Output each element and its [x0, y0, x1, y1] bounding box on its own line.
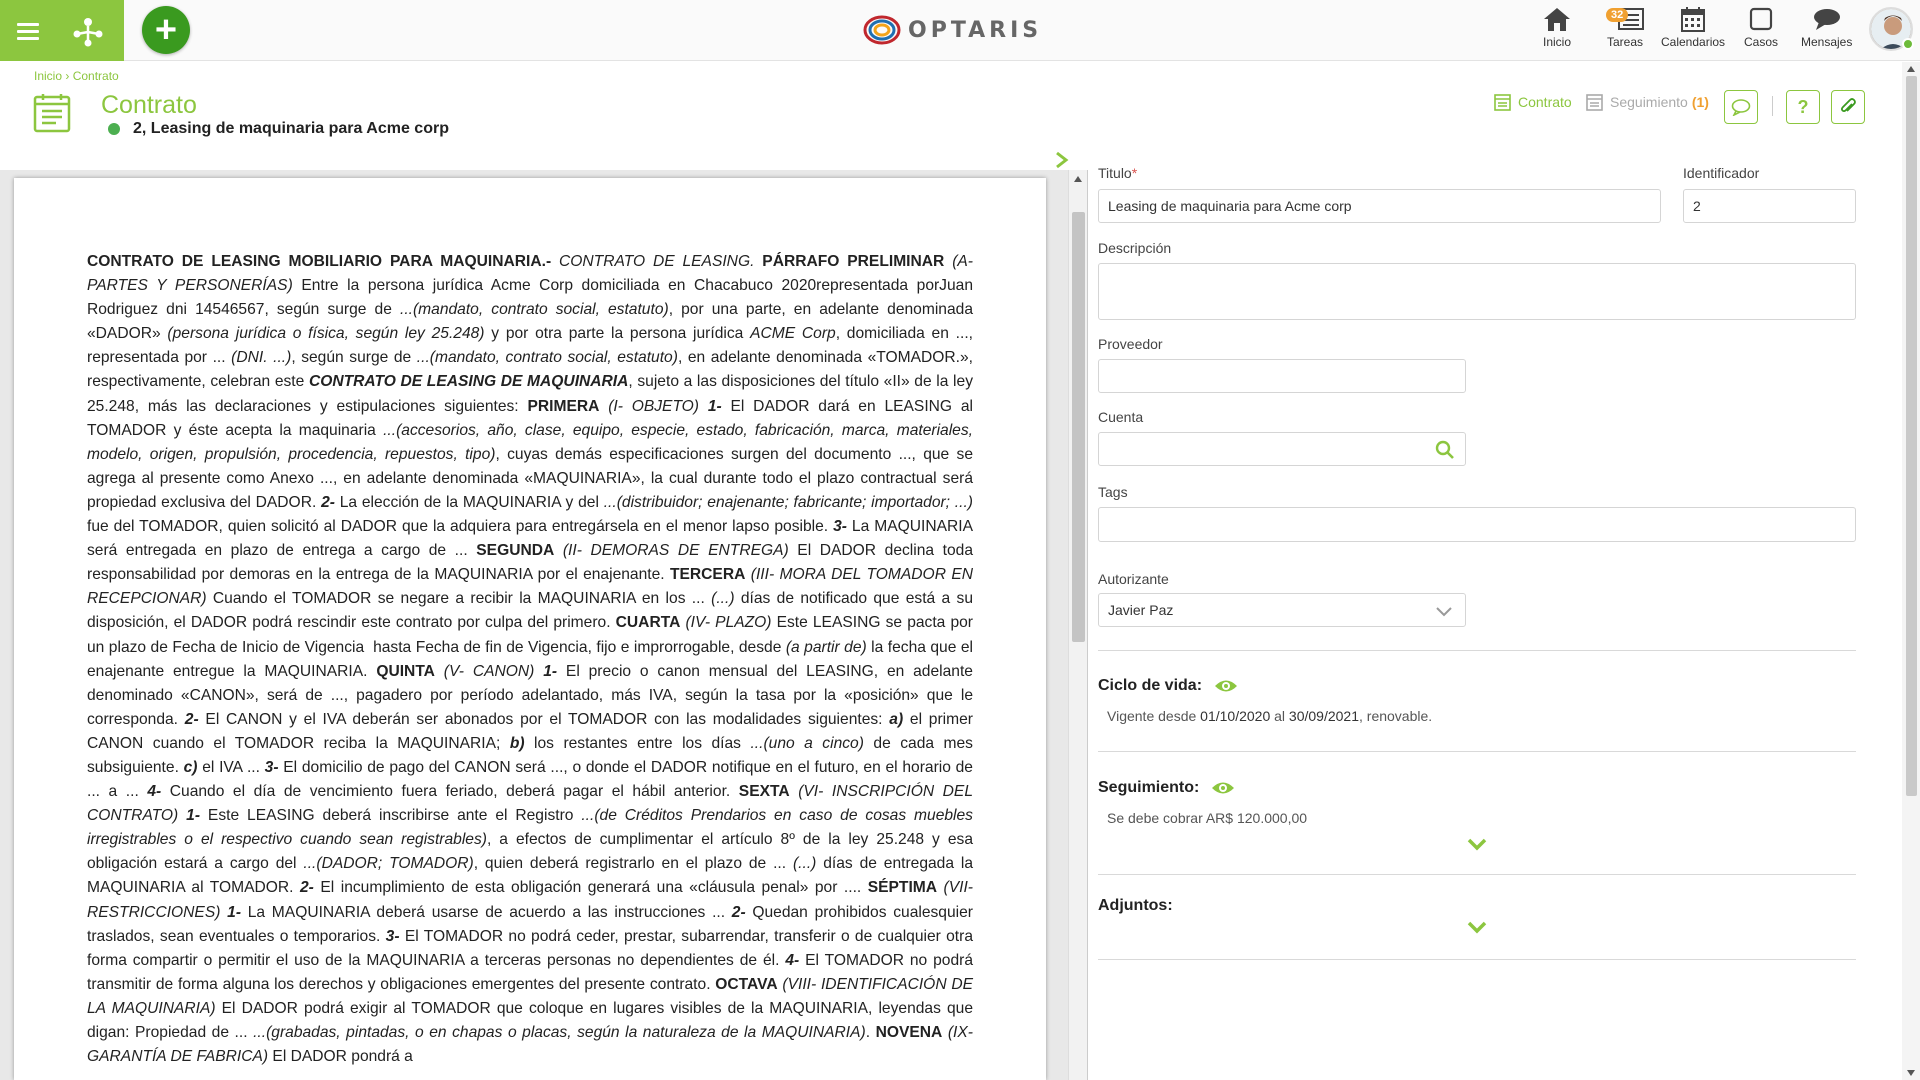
- identificador-input[interactable]: [1683, 189, 1856, 223]
- chevron-down-icon[interactable]: [1467, 838, 1487, 851]
- tasks-badge: 32: [1606, 8, 1628, 22]
- page-subtitle: [108, 120, 449, 138]
- nav-mensajes[interactable]: [1801, 6, 1852, 49]
- tab-count: (1): [1691, 94, 1709, 110]
- seguimiento-text: Se debe cobrar AR$ 120.000,00: [1107, 810, 1308, 826]
- hamburger-icon[interactable]: [0, 0, 56, 61]
- scroll-thumb[interactable]: [1906, 76, 1917, 796]
- nav-label: Calendarios: [1661, 35, 1726, 49]
- contract-icon: [1586, 93, 1603, 111]
- titulo-label: Titulo*: [1098, 165, 1138, 181]
- nav-casos[interactable]: [1744, 6, 1778, 49]
- section-title: Seguimiento:: [1098, 779, 1200, 796]
- nav-label: Inicio: [1543, 35, 1572, 49]
- chevron-down-icon: [1435, 606, 1453, 617]
- scroll-up-arrow[interactable]: [1907, 66, 1915, 72]
- calendar-icon: [1681, 6, 1705, 32]
- descripcion-textarea[interactable]: [1098, 263, 1856, 320]
- online-status-dot: [1902, 38, 1914, 50]
- scroll-up-arrow[interactable]: [1074, 176, 1082, 182]
- status-dot: [108, 123, 120, 135]
- nav-inicio[interactable]: [1543, 6, 1571, 49]
- breadcrumb-current[interactable]: Contrato: [72, 69, 119, 83]
- nav-label: Casos: [1744, 35, 1779, 49]
- plus-icon: +: [154, 9, 178, 51]
- proveedor-input[interactable]: [1098, 359, 1466, 393]
- add-button[interactable]: [142, 6, 190, 54]
- scroll-thumb[interactable]: [1072, 212, 1085, 642]
- eye-icon[interactable]: [1214, 678, 1238, 694]
- tab-label: Seguimiento: [1610, 94, 1688, 110]
- menu-block: [0, 0, 124, 61]
- document-viewer: [0, 170, 1068, 1080]
- search-icon[interactable]: [1435, 440, 1455, 460]
- cuenta-input[interactable]: [1098, 432, 1466, 466]
- app-name: OPTARIS: [908, 17, 1043, 43]
- divider: [1098, 650, 1856, 651]
- divider: [1098, 874, 1856, 875]
- cuenta-label: Cuenta: [1098, 409, 1144, 425]
- page-subtitle-text: 2, Leasing de maquinaria para Acme corp: [133, 120, 449, 137]
- nav-label: Mensajes: [1801, 35, 1853, 49]
- document-scrollbar[interactable]: [1068, 170, 1087, 1080]
- panel-divider: [1087, 170, 1088, 1080]
- document-page: [14, 178, 1046, 1080]
- section-title: Adjuntos:: [1098, 897, 1173, 914]
- proveedor-label: Proveedor: [1098, 336, 1163, 352]
- tags-label: Tags: [1098, 484, 1128, 500]
- comment-button[interactable]: [1724, 90, 1758, 124]
- tags-input[interactable]: [1098, 507, 1856, 542]
- page-title: Contrato: [101, 91, 197, 119]
- breadcrumb: [34, 69, 119, 83]
- contract-icon: [1494, 93, 1511, 111]
- nav-calendarios[interactable]: [1661, 6, 1725, 49]
- tab-label: Contrato: [1518, 94, 1572, 110]
- toolbar-divider: [1772, 96, 1773, 116]
- scroll-down-arrow[interactable]: [1907, 1070, 1915, 1076]
- chevron-down-icon[interactable]: [1467, 921, 1487, 934]
- chevron-right-icon[interactable]: [1054, 150, 1070, 170]
- autorizante-value: Javier Paz: [1108, 602, 1174, 618]
- divider: [1098, 959, 1856, 960]
- seguimiento-title: [1098, 779, 1235, 797]
- optaris-logo: [860, 10, 1042, 50]
- divider: [1098, 751, 1856, 752]
- help-icon: ?: [1797, 96, 1809, 117]
- org-tree-icon[interactable]: [56, 0, 120, 61]
- titulo-value: Leasing de maquinaria para Acme corp: [1108, 198, 1352, 214]
- descripcion-label: Descripción: [1098, 240, 1172, 256]
- identificador-label: Identificador: [1683, 165, 1760, 181]
- tab-contrato[interactable]: [1494, 93, 1572, 111]
- tab-seguimiento[interactable]: [1586, 93, 1709, 111]
- breadcrumb-home[interactable]: Inicio: [34, 69, 63, 83]
- breadcrumb-separator: ›: [65, 69, 70, 83]
- ciclo-de-vida-text: Vigente desde 01/10/2020 al 30/09/2021, renovable.: [1107, 708, 1433, 724]
- autorizante-select[interactable]: [1098, 593, 1466, 627]
- page-scrollbar[interactable]: [1902, 62, 1920, 1080]
- section-title: Ciclo de vida:: [1098, 677, 1203, 694]
- titulo-input[interactable]: [1098, 189, 1661, 223]
- messages-icon: [1812, 6, 1842, 32]
- cases-icon: [1748, 6, 1774, 32]
- help-button[interactable]: [1786, 90, 1820, 124]
- attach-button[interactable]: [1831, 90, 1865, 124]
- contract-icon: [33, 93, 71, 133]
- home-icon: [1543, 6, 1571, 32]
- contract-text: CONTRATO DE LEASING MOBILIARIO PARA MAQUINARIA.- CONTRATO DE LEASING. PÁRRAFO PRELIMINAR (A-PARTES Y PERSONERÍAS) Entre la persona jurídica Acme Corp domiciliada en Chacabuco 2020representada porJuan Rodriguez dni 14546567, según surge de ...(mandato, contrato social, estatuto), por una parte, en adelante denominada «DADOR» (persona jurídica o física, según ley 25.248) y por otra parte la persona jurídica ACME Corp, domiciliada en ..., representada por ... (DNI. ...), según surge de ...(mandato, contrato social, estatuto), en adelante denominada «TOMADOR.», respectivamente, celebran este CONTRATO DE LEASING DE MAQUINARIA, sujeto a las disposiciones del título «II» de la ley 25.248, más las declaraciones y estipulaciones siguientes: PRIMERA (I- OBJETO) 1- El DADOR dará en LEASING al TOMADOR y éste acepta la maquinaria ...(accesorios, año, clase, equipo, especie, estado, fabricación, marca, materiales, modelo, origen, propulsión, procedencia, repuestos, tipo), cuyas demás especificaciones surgen del documento ..., que se agrega al presente como Anexo ..., en adelante denominada «MAQUINARIA», la cual durante todo el plazo contractual será propiedad exclusiva del DADOR. 2- La elección de la MAQUINARIA y del ...(distribuidor; enajenante; fabricante; importador; ...) fue del TOMADOR, quien solicitó al DADOR que la adquiera para entregársela en el menor lapso posible. 3- La MAQUINARIA será entregada en plazo de entrega a cargo de ... SEGUNDA (II- DEMORAS DE ENTREGA) El DADOR declina toda responsabilidad por demoras en la entrega de la MAQUINARIA por el enajenante. TERCERA (III- MORA DEL TOMADOR EN RECEPCIONAR) Cuando el TOMADOR se negare a recibir la MAQUINARIA en los ... (...) días de notificado que está a su disposición, el DADOR podrá rescindir este contrato por culpa del primero. CUARTA (IV- PLAZO) Este LEASING se pacta por un plazo de Fecha de Inicio de Vigencia hasta Fecha de fin de Vigencia, fijo e improrrogable, desde (a partir de) la fecha que el enajenante entregue la MAQUINARIA. QUINTA (V- CANON) 1- El precio o canon mensual del LEASING, en adelante denominado «CANON», será de ..., pagadero por período adelantado, más IVA, según la tasa por la «posición» que le corresponda. 2- El CANON y el IVA deberán ser abonados por el TOMADOR con las modalidades siguientes: a) el primer CANON cuando el TOMADOR reciba la MAQUINARIA; b) los restantes entre los días ...(uno a cinco) de cada mes subsiguiente. c) el IVA ... 3- El domicilio de pago del CANON será ..., o donde el DADOR notifique en el futuro, en el horario de ... a ... 4- Cuando el día de vencimiento fuera feriado, deberá pagar el hábil anterior. SEXTA (VI- INSCRIPCIÓN DEL CONTRATO) 1- Este LEASING deberá inscribirse ante el Registro ...(de Créditos Prendarios en caso de cosas muebles irregistrables o el respectivo cuando sean registrables), a efectos de cumplimentar el artículo 8º de la ley 25.248 y esa obligación estará a cargo del ...(DADOR; TOMADOR), quien deberá registrarlo en el plazo de ... (...) días de entregada la MAQUINARIA al TOMADOR. 2- El incumplimiento de esta obligación generará una «cláusula penal» por .... SÉPTIMA (VII- RESTRICCIONES) 1- La MAQUINARIA deberá usarse de acuerdo a las instrucciones ... 2- Quedan prohibidos cualesquier traslados, sean eventuales o temporarios. 3- El TOMADOR no podrá ceder, prestar, subarrendar, transferir o de cualquier otra forma compartir o permitir el uso de la MAQUINARIA a terceras personas no dependientes de él. 4- El TOMADOR no podrá transmitir de forma alguna los derechos y obligaciones emergentes del presente contrato. OCTAVA (VIII- IDENTIFICACIÓN DE LA MAQUINARIA) El DADOR podrá exigir al TOMADOR que coloque en lugares visibles de la MAQUINARIA, leyendas que digan: Propiedad de ... ...(grabadas, pintadas, o en chapas o placas, según la naturaleza de la MAQUINARIA). NOVENA (IX- GARANTÍA DE FABRICA) El DADOR pondrá a: [87, 253, 974, 1066]
- attachment-icon: [1839, 97, 1857, 117]
- nav-label: Tareas: [1606, 35, 1644, 49]
- adjuntos-title: [1098, 897, 1173, 915]
- nav-tareas[interactable]: [1606, 6, 1644, 49]
- ciclo-de-vida-title: [1098, 677, 1238, 695]
- identificador-value: 2: [1693, 198, 1701, 214]
- autorizante-label: Autorizante: [1098, 571, 1169, 587]
- comment-icon: [1731, 98, 1751, 116]
- eye-icon[interactable]: [1211, 780, 1235, 796]
- top-bar: [0, 0, 1920, 61]
